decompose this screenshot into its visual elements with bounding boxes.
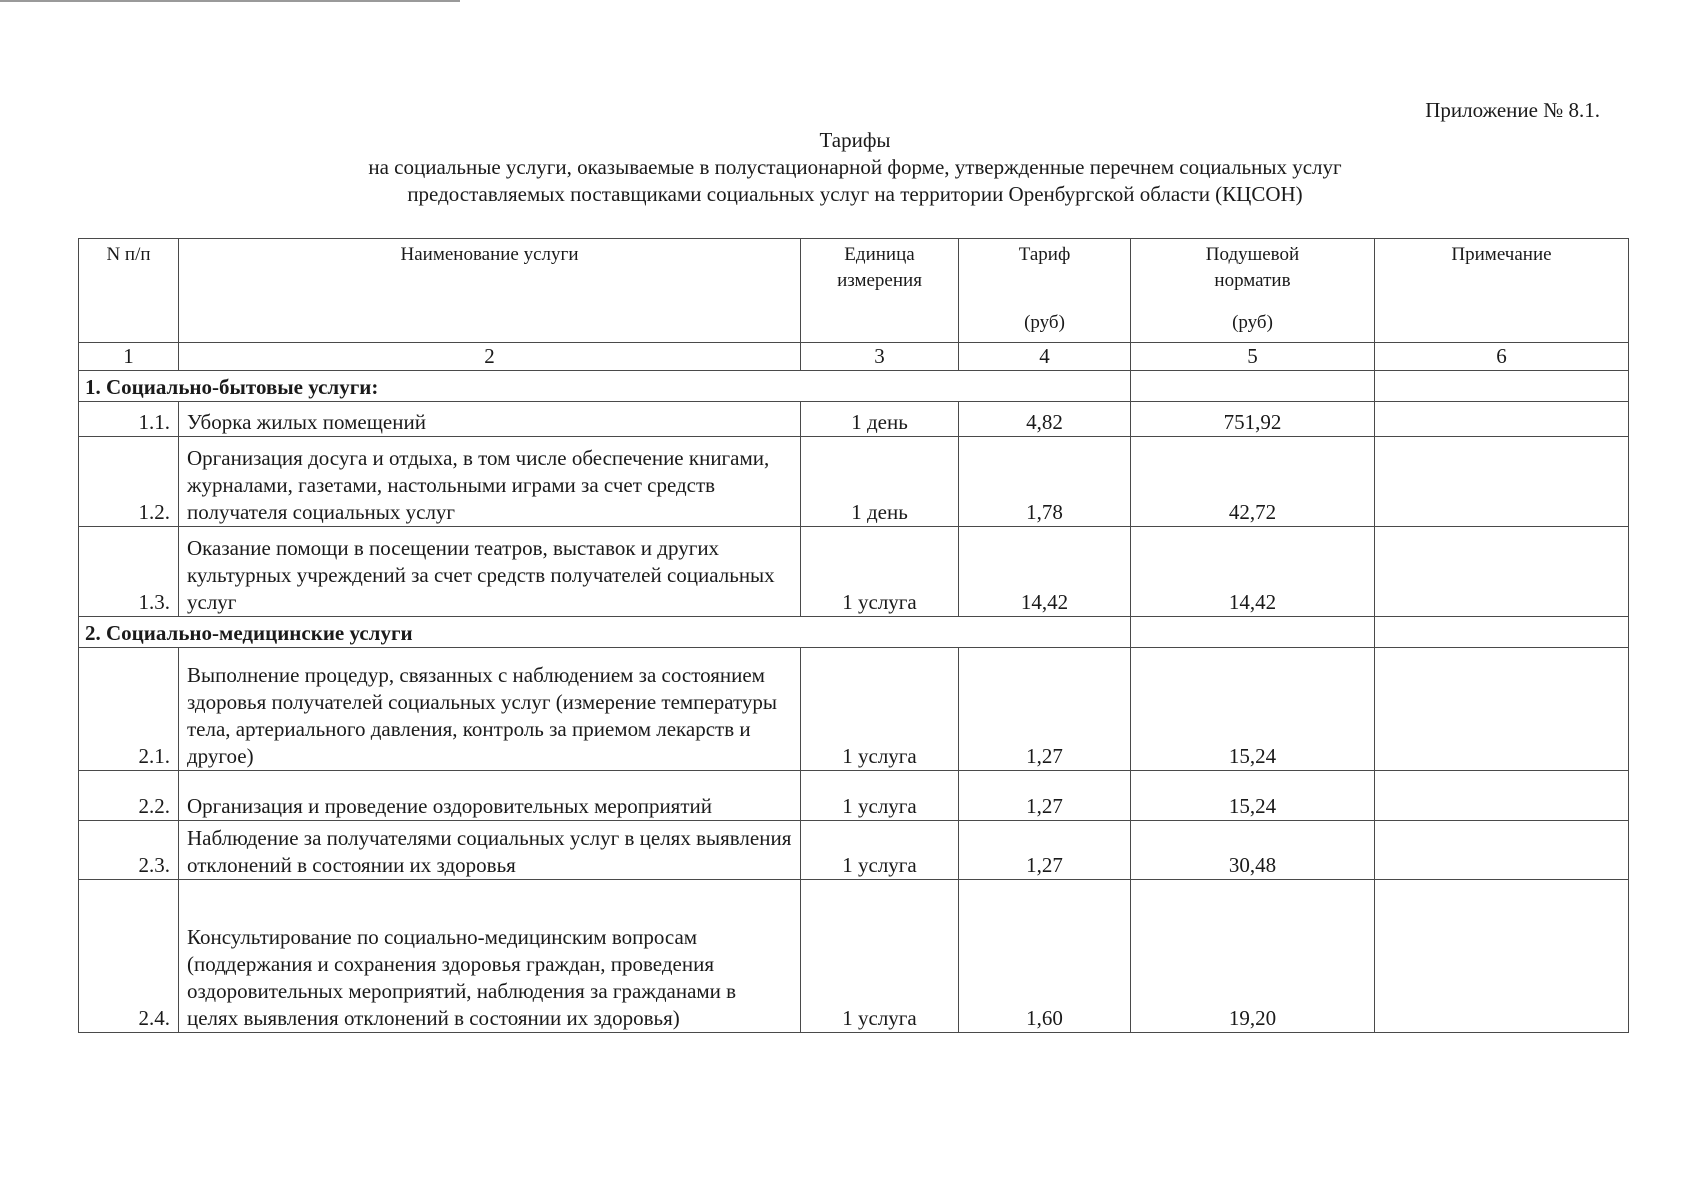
header-num: N п/п bbox=[79, 239, 179, 343]
row-number: 1.3. bbox=[79, 527, 179, 617]
header-tariff-unit: (руб) bbox=[1024, 312, 1065, 333]
header-note: Примечание bbox=[1375, 239, 1629, 343]
unit-of-measure: 1 услуга bbox=[801, 527, 959, 617]
title-line-2: на социальные услуги, оказываемые в полустационарной форме, утвержденные перечнем социальных услуг bbox=[368, 155, 1342, 179]
per-capita-norm: 15,24 bbox=[1131, 648, 1375, 771]
note bbox=[1375, 402, 1629, 437]
section-title: 1. Социально-бытовые услуги: bbox=[79, 371, 959, 402]
section-blank-cell bbox=[1375, 371, 1629, 402]
section-blank-cell bbox=[1131, 617, 1375, 648]
per-capita-norm: 19,20 bbox=[1131, 880, 1375, 1033]
header-norm-line1: Подушевой bbox=[1205, 244, 1300, 265]
section-blank-cell bbox=[1375, 617, 1629, 648]
unit-of-measure: 1 услуга bbox=[801, 821, 959, 880]
row-number: 1.2. bbox=[79, 437, 179, 527]
table-row bbox=[79, 771, 1629, 821]
column-number: 2 bbox=[179, 343, 801, 371]
note bbox=[1375, 771, 1629, 821]
per-capita-norm: 14,42 bbox=[1131, 527, 1375, 617]
tariffs-table-body bbox=[79, 239, 1629, 1033]
table-row bbox=[79, 402, 1629, 437]
header-unit-line2: измерения bbox=[837, 270, 922, 291]
column-number: 1 bbox=[79, 343, 179, 371]
unit-of-measure: 1 услуга bbox=[801, 880, 959, 1033]
service-name: Организация и проведение оздоровительных мероприятий bbox=[179, 771, 801, 821]
header-row bbox=[79, 239, 1629, 343]
table-row bbox=[79, 527, 1629, 617]
service-name: Организация досуга и отдыха, в том числе обеспечение книгами, журналами, газетами, настольными играми за счет средств получателя социальных услуг bbox=[179, 437, 801, 527]
row-number: 2.3. bbox=[79, 821, 179, 880]
service-name: Консультирование по социально-медицинским вопросам (поддержания и сохранения здоровья граждан, проведения оздоровительных мероприятий, наблюдения за гражданами в целях выявления отклонений в состоянии их здоровья) bbox=[179, 880, 801, 1033]
header-tariff bbox=[959, 239, 1131, 343]
note bbox=[1375, 437, 1629, 527]
scan-edge-mark bbox=[0, 0, 460, 2]
tariffs-table bbox=[78, 238, 1629, 1033]
section-title: 2. Социально-медицинские услуги bbox=[79, 617, 959, 648]
table-row bbox=[79, 880, 1629, 1033]
column-numbers-row bbox=[79, 343, 1629, 371]
row-number: 1.1. bbox=[79, 402, 179, 437]
per-capita-norm: 30,48 bbox=[1131, 821, 1375, 880]
section-row bbox=[79, 371, 1629, 402]
unit-of-measure: 1 день bbox=[801, 402, 959, 437]
tariff-value: 1,27 bbox=[959, 648, 1131, 771]
header-norm bbox=[1131, 239, 1375, 343]
section-blank-cell bbox=[1131, 371, 1375, 402]
tariff-value: 1,27 bbox=[959, 771, 1131, 821]
header-norm-unit: (руб) bbox=[1232, 312, 1273, 333]
header-unit bbox=[801, 239, 959, 343]
column-number: 6 bbox=[1375, 343, 1629, 371]
tariff-value: 4,82 bbox=[959, 402, 1131, 437]
column-number: 5 bbox=[1131, 343, 1375, 371]
tariff-value: 1,78 bbox=[959, 437, 1131, 527]
note bbox=[1375, 527, 1629, 617]
service-name: Наблюдение за получателями социальных услуг в целях выявления отклонений в состоянии их здоровья bbox=[179, 821, 801, 880]
section-blank-cell bbox=[959, 371, 1131, 402]
column-number: 3 bbox=[801, 343, 959, 371]
row-number: 2.1. bbox=[79, 648, 179, 771]
tariff-value: 1,60 bbox=[959, 880, 1131, 1033]
per-capita-norm: 15,24 bbox=[1131, 771, 1375, 821]
header-name: Наименование услуги bbox=[179, 239, 801, 343]
header-tariff-label: Тариф bbox=[1018, 244, 1071, 265]
service-name: Оказание помощи в посещении театров, выставок и других культурных учреждений за счет средств получателей социальных услуг bbox=[179, 527, 801, 617]
document-title bbox=[0, 127, 1698, 208]
table-row bbox=[79, 437, 1629, 527]
row-number: 2.4. bbox=[79, 880, 179, 1033]
title-line-3: предоставляемых поставщиками социальных услуг на территории Оренбургской области (КЦСОН) bbox=[407, 182, 1303, 206]
note bbox=[1375, 880, 1629, 1033]
tariff-value: 1,27 bbox=[959, 821, 1131, 880]
header-unit-line1: Единица bbox=[844, 244, 915, 265]
title-line-1: Тарифы bbox=[819, 128, 891, 152]
service-name: Уборка жилых помещений bbox=[179, 402, 801, 437]
section-blank-cell bbox=[959, 617, 1131, 648]
per-capita-norm: 751,92 bbox=[1131, 402, 1375, 437]
column-number: 4 bbox=[959, 343, 1131, 371]
note bbox=[1375, 821, 1629, 880]
per-capita-norm: 42,72 bbox=[1131, 437, 1375, 527]
service-name: Выполнение процедур, связанных с наблюдением за состоянием здоровья получателей социальных услуг (измерение температуры тела, артериального давления, контроль за приемом лекарств и другое) bbox=[179, 648, 801, 771]
section-row bbox=[79, 617, 1629, 648]
unit-of-measure: 1 услуга bbox=[801, 771, 959, 821]
unit-of-measure: 1 услуга bbox=[801, 648, 959, 771]
tariff-value: 14,42 bbox=[959, 527, 1131, 617]
header-norm-line2: норматив bbox=[1214, 270, 1291, 291]
appendix-label: Приложение № 8.1. bbox=[1425, 98, 1600, 122]
table-row bbox=[79, 821, 1629, 880]
unit-of-measure: 1 день bbox=[801, 437, 959, 527]
note bbox=[1375, 648, 1629, 771]
row-number: 2.2. bbox=[79, 771, 179, 821]
table-row bbox=[79, 648, 1629, 771]
